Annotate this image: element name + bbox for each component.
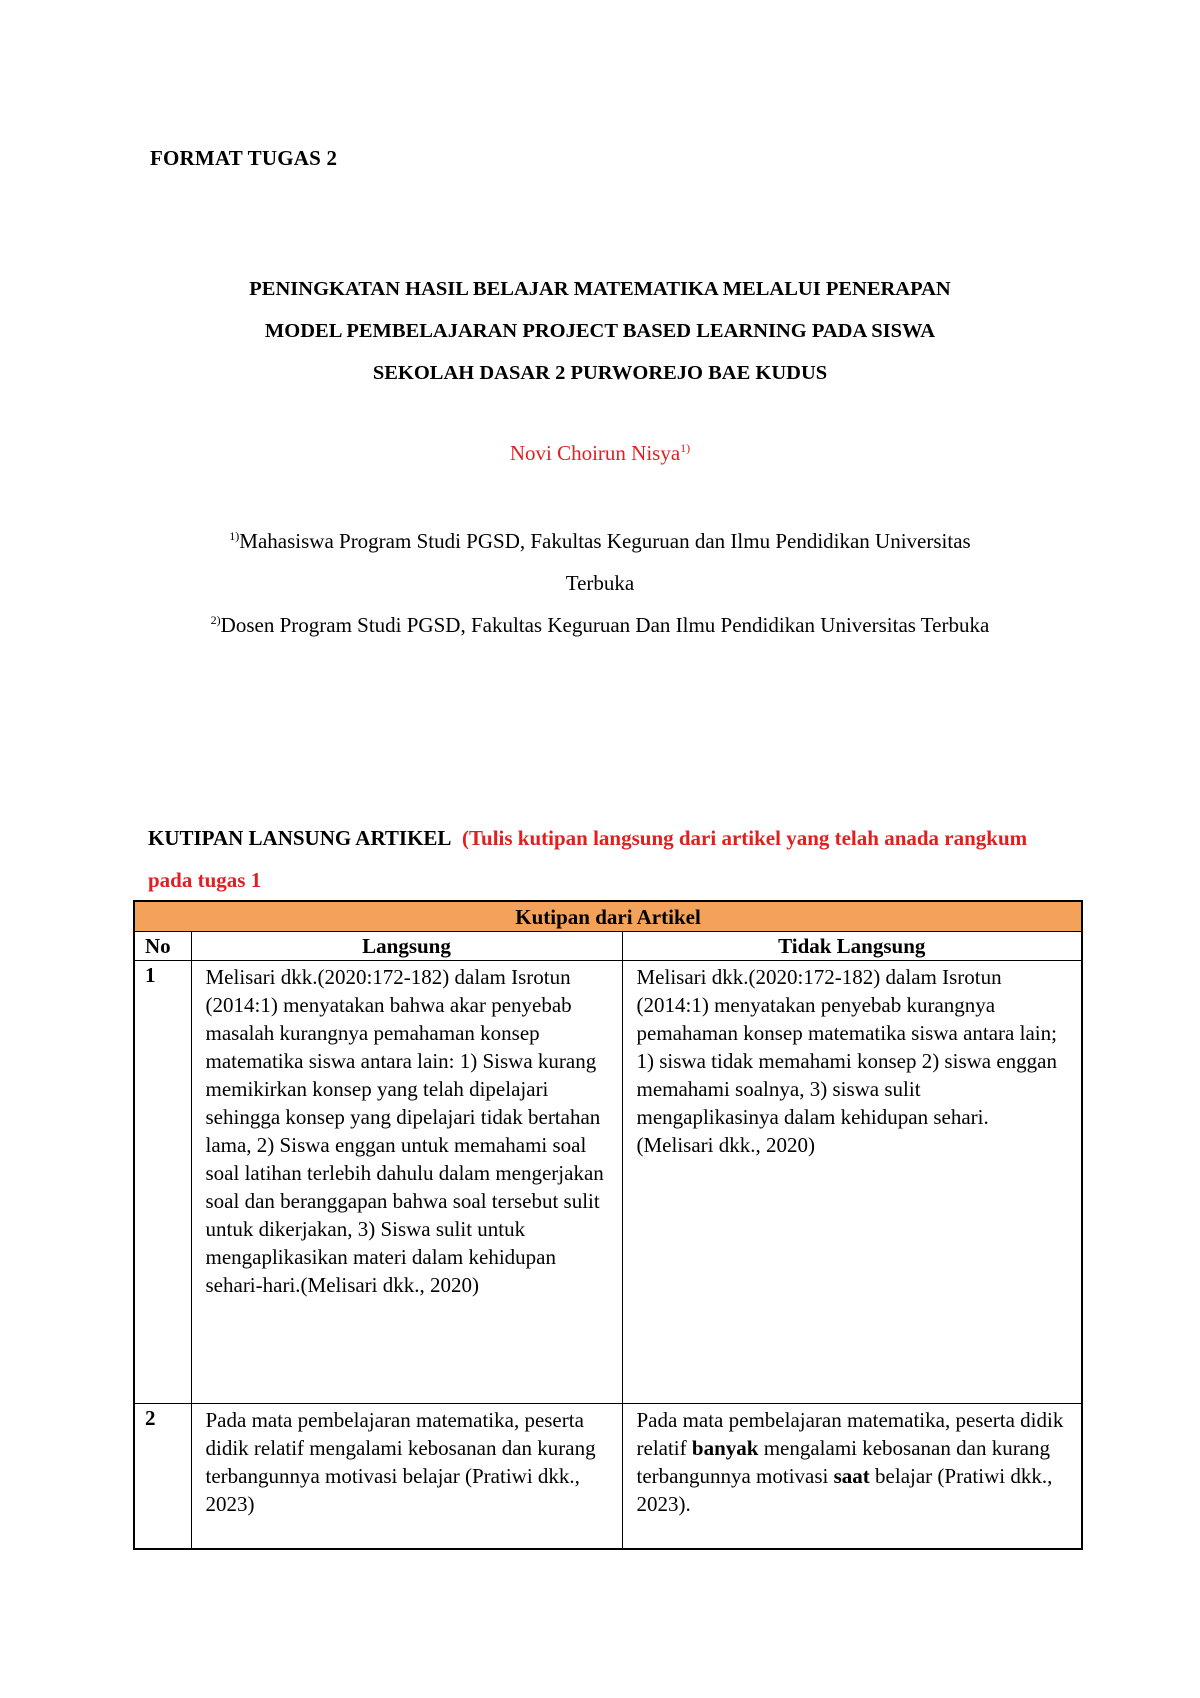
table-caption: Kutipan dari Artikel [134, 901, 1082, 932]
author-name: Novi Choirun Nisya [509, 441, 681, 465]
indirect-quote-emphasis: saat [833, 1464, 870, 1488]
affiliation-1-superscript: 1) [229, 529, 240, 543]
row-number: 1 [134, 961, 191, 1404]
affiliation-1-text: Mahasiswa Program Studi PGSD, Fakultas Keguruan dan Ilmu Pendidikan Universitas [239, 529, 971, 553]
affiliation-1-continuation: Terbuka [565, 571, 635, 595]
affiliation-2 [140, 604, 1060, 646]
section-heading-paren: ( [461, 826, 469, 850]
affiliation-2-superscript: 2) [210, 613, 221, 627]
title-line: PENINGKATAN HASIL BELAJAR MATEMATIKA MELALUI PENERAPAN [249, 278, 951, 300]
article-title [140, 268, 1060, 394]
author-line [140, 441, 1060, 466]
section-heading-title: KUTIPAN LANSUNG ARTIKEL [148, 826, 452, 850]
table-header-row [134, 932, 1082, 961]
header-langsung: Langsung [191, 932, 622, 961]
table-row [134, 961, 1082, 1404]
indirect-quote [622, 1404, 1082, 1550]
header-no: No [134, 932, 191, 961]
affiliation-2-text: Dosen Program Studi PGSD, Fakultas Keguruan Dan Ilmu Pendidikan Universitas Terbuka [220, 613, 990, 637]
table-caption-row [134, 901, 1082, 932]
affiliations [140, 520, 1060, 646]
direct-quote: Melisari dkk.(2020:172-182) dalam Isrotun (2014:1) menyatakan bahwa akar penyebab masalah kurangnya pemahaman konsep matematika siswa antara lain: 1) Siswa kurang memikirkan konsep yang telah dipelajari sehingga konsep yang dipelajari tidak bertahan lama, 2) Siswa enggan untuk memahami soal soal latihan terlebih dahulu dalam mengerjakan soal dan beranggapan bahwa soal tersebut sulit untuk dikerjakan, 3) Siswa sulit untuk mengaplikasikan materi dalam kehidupan sehari-hari.(Melisari dkk., 2020) [191, 961, 622, 1404]
author-superscript: 1) [680, 441, 691, 455]
affiliation-1 [140, 520, 1060, 562]
title-line: MODEL PEMBELAJARAN PROJECT BASED LEARNING PADA SISWA [264, 320, 936, 342]
indirect-quote-part: mengalami kebosanan dan kurang terbangunnya motivasi [636, 1436, 1051, 1488]
indirect-quote-emphasis: banyak [691, 1436, 759, 1460]
section-heading [148, 817, 1028, 901]
indirect-quote: Melisari dkk.(2020:172-182) dalam Isrotun (2014:1) menyatakan penyebab kurangnya pemahaman konsep matematika siswa antara lain; 1) siswa tidak memahami konsep 2) siswa enggan memahami soalnya, 3) siswa sulit mengaplikasinya dalam kehidupan sehari. (Melisari dkk., 2020) [622, 961, 1082, 1404]
section-instruction: Tulis kutipan langsung dari artikel yang telah anada rangkum pada tugas 1 [148, 826, 1028, 892]
header-tidak-langsung: Tidak Langsung [622, 932, 1082, 961]
indirect-quote-part: Pada mata pembelajaran matematika, peserta didik relatif [636, 1408, 1064, 1460]
format-label: FORMAT TUGAS 2 [150, 146, 338, 170]
indirect-quote-part: belajar (Pratiwi dkk., 2023). [636, 1464, 1053, 1516]
quotation-table [133, 900, 1083, 1550]
direct-quote: Pada mata pembelajaran matematika, peserta didik relatif mengalami kebosanan dan kurang terbangunnya motivasi belajar (Pratiwi dkk., 2023) [191, 1404, 622, 1550]
table-row [134, 1404, 1082, 1550]
row-number: 2 [134, 1404, 191, 1550]
title-line: SEKOLAH DASAR 2 PURWOREJO BAE KUDUS [372, 362, 828, 384]
